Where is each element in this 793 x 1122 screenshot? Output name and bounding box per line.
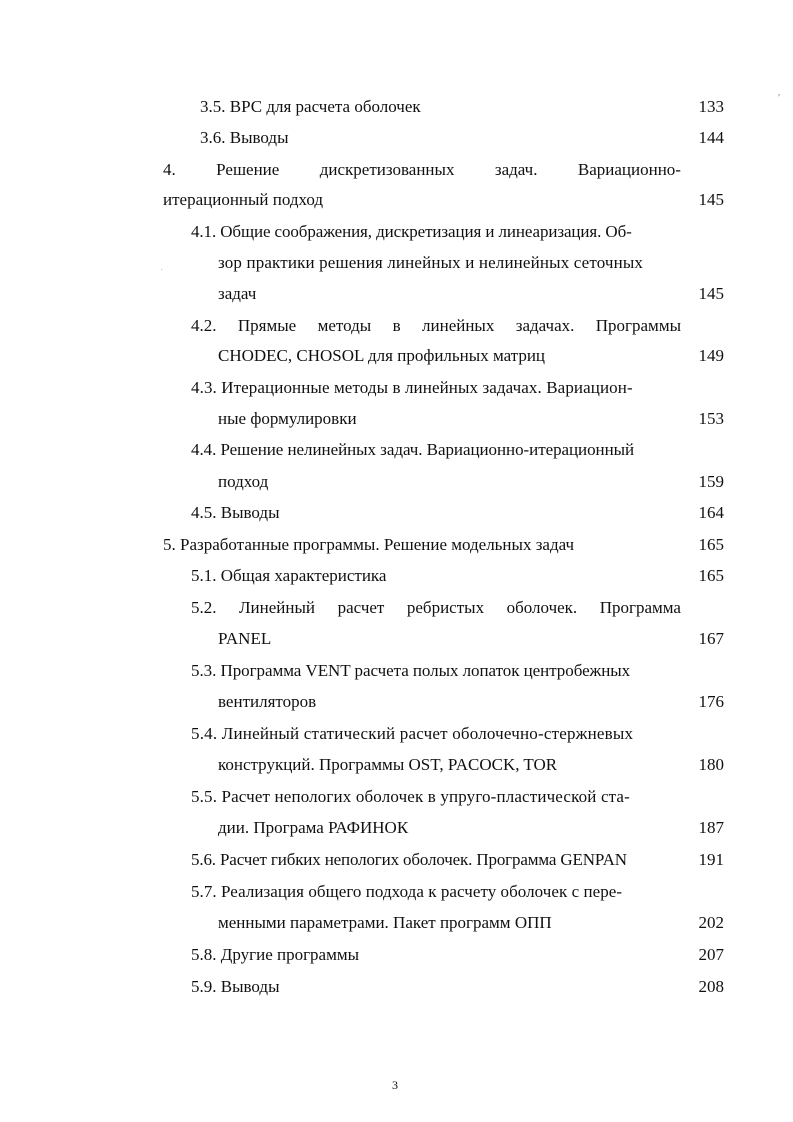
toc-entry-5-title: 5. Разработанные программы. Решение модельных задач bbox=[163, 535, 575, 554]
toc-entry-4-4-page: 159 bbox=[698, 472, 724, 491]
scan-mark: ′ bbox=[778, 93, 781, 104]
toc-entry-4-page: 145 bbox=[698, 190, 724, 209]
toc-entry-5-6-page: 191 bbox=[698, 850, 724, 869]
word: 5.2. bbox=[191, 598, 217, 617]
toc-entry-4-5-page: 164 bbox=[698, 503, 724, 522]
toc-entry-4-1-line2: зор практики решения линейных и нелинейных сеточных bbox=[218, 253, 644, 272]
word: методы bbox=[317, 316, 372, 335]
toc-entry-4-2-line1 bbox=[191, 316, 681, 336]
toc-entry-4-1-page: 145 bbox=[698, 284, 724, 303]
toc-entry-5-3-page: 176 bbox=[698, 692, 724, 711]
toc-entry-3-5-title: 3.5. ВРС для расчета оболочек bbox=[200, 97, 421, 116]
toc-entry-5-9-page: 208 bbox=[698, 977, 724, 996]
word: 4. bbox=[163, 160, 176, 179]
toc-entry-5-5-page: 187 bbox=[698, 818, 724, 837]
toc-entry-5-7-line1: 5.7. Реализация общего подхода к расчету оболочек с пере- bbox=[191, 882, 623, 901]
toc-entry-5-9-title: 5.9. Выводы bbox=[191, 977, 280, 996]
word: оболочек. bbox=[506, 598, 578, 617]
toc-entry-4-line2: итерационный подход bbox=[163, 190, 324, 209]
toc-entry-5-5-line1: 5.5. Расчет непологих оболочек в упруго-пластической ста- bbox=[191, 787, 630, 806]
toc-entry-5-5-line2: дии. Програма РАФИНОК bbox=[218, 818, 409, 837]
toc-entry-5-4-line2: конструкций. Программы OST, PACOCK, TOR bbox=[218, 755, 558, 774]
toc-entry-4-2-line2: CHODEC, CHOSOL для профильных матриц bbox=[218, 346, 546, 365]
word: Программа bbox=[599, 598, 681, 617]
toc-entry-5-1-page: 165 bbox=[698, 566, 724, 585]
page-number: 3 bbox=[392, 1078, 398, 1092]
toc-entry-4-line1 bbox=[163, 160, 681, 180]
toc-entry-5-4-page: 180 bbox=[698, 755, 724, 774]
word: Решение bbox=[216, 160, 280, 179]
toc-entry-4-3-page: 153 bbox=[698, 409, 724, 428]
toc-entry-5-7-page: 202 bbox=[698, 913, 724, 932]
toc-entry-5-page: 165 bbox=[698, 535, 724, 554]
toc-entry-4-5-title: 4.5. Выводы bbox=[191, 503, 280, 522]
toc-entry-5-7-line2: менными параметрами. Пакет программ ОПП bbox=[218, 913, 552, 932]
toc-entry-3-5-page: 133 bbox=[698, 97, 724, 116]
word: ребристых bbox=[406, 598, 485, 617]
toc-entry-4-4-line1: 4.4. Решение нелинейных задач. Вариационно-итерационный bbox=[191, 440, 635, 459]
word: задачах. bbox=[515, 316, 575, 335]
toc-entry-4-4-line2: подход bbox=[218, 472, 269, 491]
toc-entry-5-2-line2: PANEL bbox=[218, 629, 272, 648]
toc-entry-5-4-line1: 5.4. Линейный статический расчет оболочечно-стержневых bbox=[191, 724, 634, 743]
toc-entry-5-2-page: 167 bbox=[698, 629, 724, 648]
toc-entry-4-3-line1: 4.3. Итерационные методы в линейных задачах. Вариацион- bbox=[191, 378, 633, 397]
word: Прямые bbox=[237, 316, 297, 335]
word: расчет bbox=[337, 598, 385, 617]
toc-entry-5-6-title: 5.6. Расчет гибких непологих оболочек. Программа GENPAN bbox=[191, 850, 627, 869]
word: дискретизованных bbox=[319, 160, 455, 179]
toc-entry-4-1-line1: 4.1. Общие соображения, дискретизация и линеаризация. Об- bbox=[191, 222, 632, 241]
word: Вариационно- bbox=[577, 160, 681, 179]
toc-entry-4-1-line3: задач bbox=[218, 284, 257, 303]
word: в bbox=[392, 316, 401, 335]
toc-entry-4-2-page: 149 bbox=[698, 346, 724, 365]
toc-entry-5-2-line1 bbox=[191, 598, 681, 618]
word: задач. bbox=[494, 160, 538, 179]
word: Линейный bbox=[239, 598, 316, 617]
word: Программы bbox=[595, 316, 681, 335]
toc-entry-3-6-page: 144 bbox=[698, 128, 724, 147]
toc-entry-5-8-page: 207 bbox=[698, 945, 724, 964]
toc-entry-3-6-title: 3.6. Выводы bbox=[200, 128, 289, 147]
toc-entry-5-8-title: 5.8. Другие программы bbox=[191, 945, 360, 964]
toc-entry-5-1-title: 5.1. Общая характеристика bbox=[191, 566, 387, 585]
scan-mark: · bbox=[160, 265, 164, 276]
word: линейных bbox=[422, 316, 495, 335]
toc-entry-5-3-line2: вентиляторов bbox=[218, 692, 317, 711]
toc-entry-4-3-line2: ные формулировки bbox=[218, 409, 357, 428]
toc-entry-5-3-line1: 5.3. Программа VENT расчета полых лопаток центробежных bbox=[191, 661, 631, 680]
word: 4.2. bbox=[191, 316, 217, 335]
